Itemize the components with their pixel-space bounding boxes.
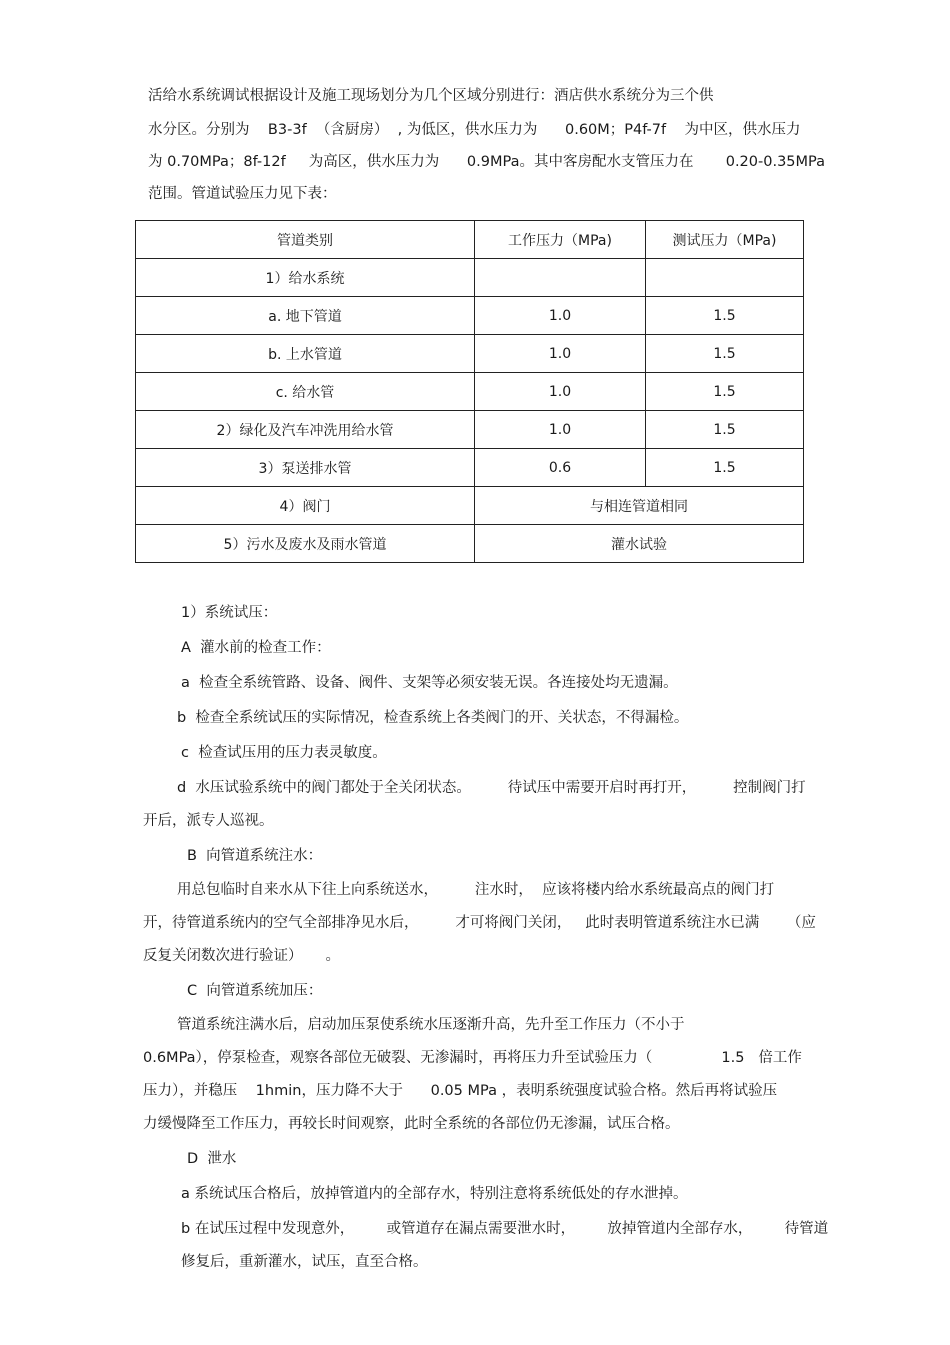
table-row [136,373,804,411]
table-row [136,259,804,297]
pipe-type-cell: 2）绿化及汽车冲洗用给水管 [136,411,475,449]
test-pressure-cell [646,259,804,297]
work-pressure-cell [475,259,646,297]
paragraph-line: 开，待管道系统内的空气全部排净见水后， 才可将阀门关闭， 此时表明管道系统注水已满 （应 [143,915,816,931]
test-pressure-cell: 1.5 [646,449,804,487]
intro-line: 水分区。分别为 B3-3f （含厨房） , 为低区，供水压力为 0.60M；P4f-7f 为中区，供水压力 [148,122,801,138]
intro-line: 为 0.70MPa；8f-12f 为高区，供水压力为 0.9MPa。其中客房配水支管压力在 0.20-0.35MPa [148,154,826,170]
work-pressure-cell: 1.0 [475,411,646,449]
test-pressure-cell: 1.5 [646,335,804,373]
merged-value-cell: 与相连管道相同 [475,487,804,525]
header-work-pressure: 工作压力（MPa) [475,221,646,259]
intro-line: 活给水系统调试根据设计及施工现场划分为几个区域分别进行：酒店供水系统分为三个供 [148,88,714,104]
work-pressure-cell: 1.0 [475,373,646,411]
table-row [136,449,804,487]
subsection-heading: B 向管道系统注水： [187,848,323,864]
pipe-type-cell: 5）污水及废水及雨水管道 [136,525,475,563]
table-row [136,297,804,335]
pipe-type-cell: 1）给水系统 [136,259,475,297]
work-pressure-cell: 1.0 [475,297,646,335]
paragraph-line: b 检查全系统试压的实际情况，检查系统上各类阀门的开、关状态，不得漏检。 [177,710,689,726]
table-row [136,525,804,563]
paragraph-line: a 检查全系统管路、设备、阀件、支架等必须安装无误。各连接处均无遗漏。 [181,675,678,691]
paragraph-line: 开后，派专人巡视。 [143,813,274,829]
pressure-test-table [135,220,804,563]
subsection-heading: A 灌水前的检查工作： [181,640,331,656]
paragraph-line: a 系统试压合格后，放掉管道内的全部存水，特别注意将系统低处的存水泄掉。 [181,1186,688,1202]
header-test-pressure: 测试压力（MPa) [646,221,804,259]
merged-value-cell: 灌水试验 [475,525,804,563]
test-pressure-cell: 1.5 [646,297,804,335]
pipe-type-cell: c. 给水管 [136,373,475,411]
paragraph-line: b 在试压过程中发现意外， 或管道存在漏点需要泄水时， 放掉管道内全部存水， 待管道 [181,1221,829,1237]
paragraph-line: 修复后，重新灌水，试压，直至合格。 [181,1254,428,1270]
paragraph-line: 管道系统注满水后，启动加压泵使系统水压逐渐升高，先升至工作压力（不小于 [177,1017,685,1033]
subsection-heading: D 泄水 [187,1151,237,1167]
paragraph-line: 反复关闭数次进行验证） 。 [143,948,341,964]
section-heading: 1）系统试压： [181,605,278,621]
intro-line: 范围。管道试验压力见下表： [148,186,337,202]
header-pipe-type: 管道类别 [136,221,475,259]
paragraph-line: 用总包临时自来水从下往上向系统送水， 注水时， 应该将楼内给水系统最高点的阀门打 [177,882,775,898]
paragraph-line: 0.6MPa），停泵检查，观察各部位无破裂、无渗漏时，再将压力升至试验压力（ 1.5 倍工作 [143,1050,802,1066]
work-pressure-cell: 0.6 [475,449,646,487]
paragraph-line: d 水压试验系统中的阀门都处于全关闭状态。 待试压中需要开启时再打开， 控制阀门打 [177,780,806,796]
table-row [136,335,804,373]
subsection-heading: C 向管道系统加压： [187,983,323,999]
paragraph-line: c 检查试压用的压力表灵敏度。 [181,745,387,761]
work-pressure-cell: 1.0 [475,335,646,373]
table-header-row [136,221,804,259]
pipe-type-cell: b. 上水管道 [136,335,475,373]
paragraph-line: 压力），并稳压 1hmin，压力降不大于 0.05 MPa ，表明系统强度试验合格。然后再将试验压 [143,1083,778,1099]
test-pressure-cell: 1.5 [646,411,804,449]
test-pressure-cell: 1.5 [646,373,804,411]
pipe-type-cell: a. 地下管道 [136,297,475,335]
table-row [136,411,804,449]
table-row [136,487,804,525]
pipe-type-cell: 4）阀门 [136,487,475,525]
paragraph-line: 力缓慢降至工作压力，再较长时间观察，此时全系统的各部位仍无渗漏，试压合格。 [143,1116,680,1132]
pipe-type-cell: 3）泵送排水管 [136,449,475,487]
